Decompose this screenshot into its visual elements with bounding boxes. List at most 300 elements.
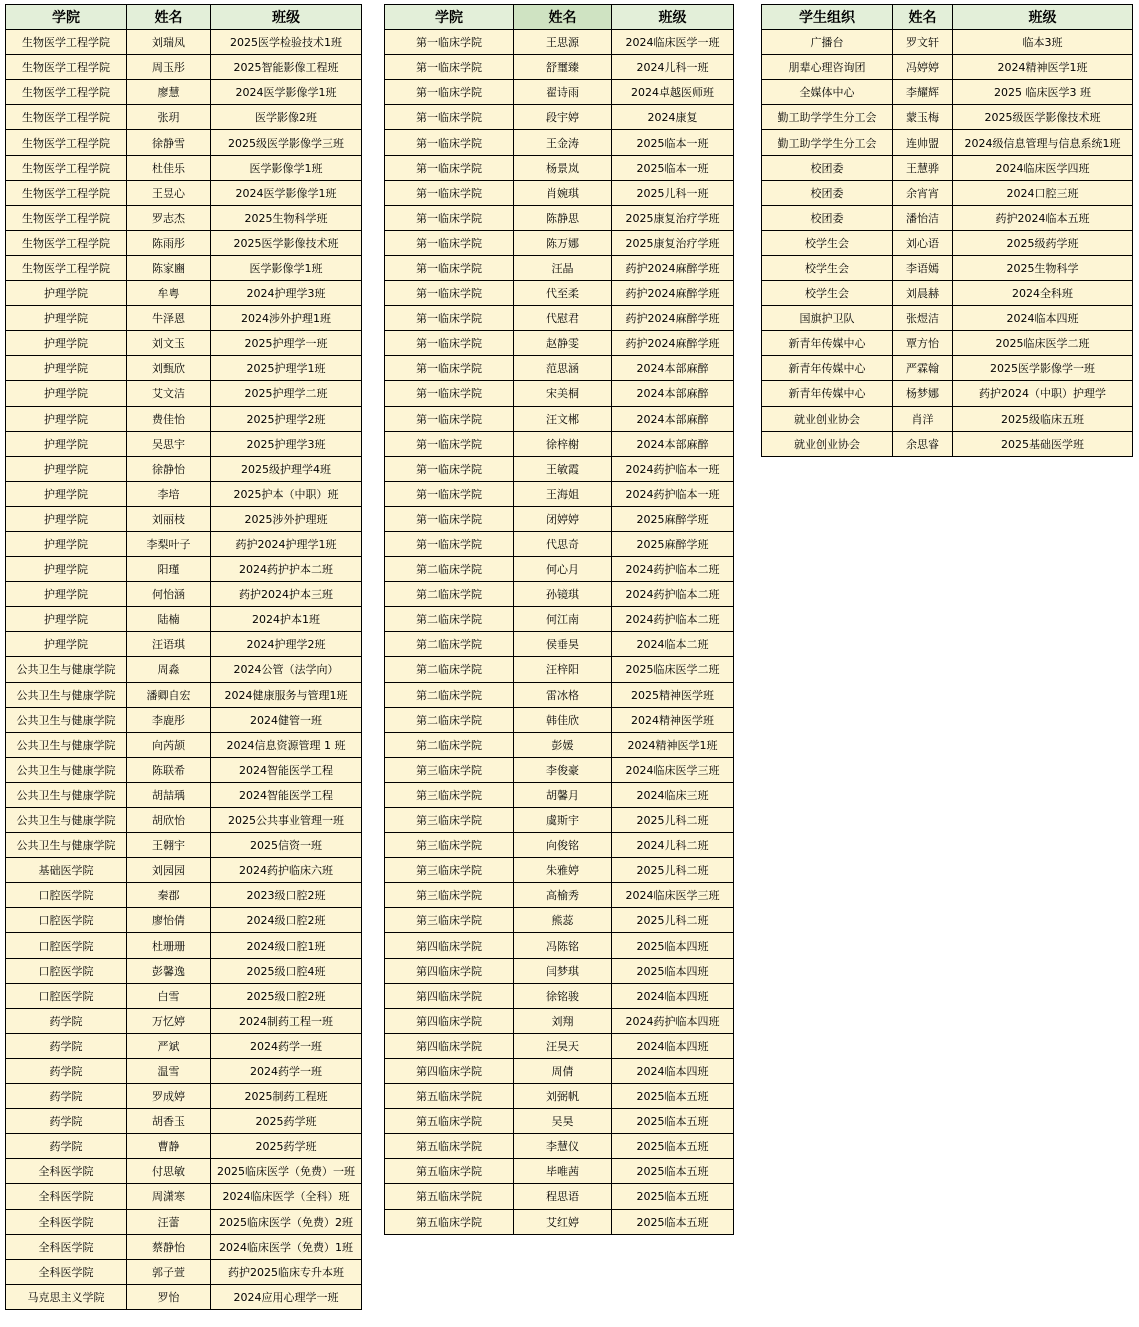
name-cell[interactable]: 王昱心 (127, 180, 211, 205)
college-cell[interactable]: 公共卫生与健康学院 (6, 782, 127, 807)
class-cell[interactable]: 2024药护临本四班 (612, 1008, 734, 1033)
class-cell[interactable]: 2024本部麻醉 (612, 381, 734, 406)
class-cell[interactable]: 2024临床医学三班 (612, 757, 734, 782)
college-cell[interactable]: 生物医学工程学院 (6, 180, 127, 205)
college-cell[interactable]: 第一临床学院 (385, 155, 514, 180)
college-cell[interactable]: 生物医学工程学院 (6, 105, 127, 130)
class-cell[interactable]: 药护2024麻醉学班 (612, 255, 734, 280)
class-cell[interactable]: 2024口腔三班 (953, 180, 1133, 205)
column-header[interactable]: 姓名 (127, 5, 211, 30)
name-cell[interactable]: 陈万娜 (514, 230, 612, 255)
college-cell[interactable]: 第四临床学院 (385, 983, 514, 1008)
class-cell[interactable]: 2024健康服务与管理1班 (211, 682, 362, 707)
name-cell[interactable]: 牟粤 (127, 281, 211, 306)
class-cell[interactable]: 2025临本五班 (612, 1134, 734, 1159)
college-cell[interactable]: 生物医学工程学院 (6, 80, 127, 105)
class-cell[interactable]: 药护2024临本五班 (953, 205, 1133, 230)
name-cell[interactable]: 杜珊珊 (127, 933, 211, 958)
class-cell[interactable]: 2024应用心理学一班 (211, 1284, 362, 1309)
name-cell[interactable]: 周潇寒 (127, 1184, 211, 1209)
name-cell[interactable]: 汪蕾 (127, 1209, 211, 1234)
name-cell[interactable]: 白雪 (127, 983, 211, 1008)
name-cell[interactable]: 向俊铭 (514, 833, 612, 858)
class-cell[interactable]: 2024临本二班 (612, 632, 734, 657)
name-cell[interactable]: 彭媛 (514, 732, 612, 757)
college-cell[interactable]: 校学生会 (762, 281, 893, 306)
class-cell[interactable]: 2025药学班 (211, 1134, 362, 1159)
class-cell[interactable]: 2024本部麻醉 (612, 431, 734, 456)
name-cell[interactable]: 孙镜琪 (514, 582, 612, 607)
college-cell[interactable]: 第二临床学院 (385, 607, 514, 632)
name-cell[interactable]: 闭婷婷 (514, 506, 612, 531)
name-cell[interactable]: 严斌 (127, 1033, 211, 1058)
class-cell[interactable]: 2025护理学1班 (211, 356, 362, 381)
name-cell[interactable]: 范思涵 (514, 356, 612, 381)
college-cell[interactable]: 公共卫生与健康学院 (6, 707, 127, 732)
college-cell[interactable]: 第一临床学院 (385, 180, 514, 205)
college-cell[interactable]: 第一临床学院 (385, 481, 514, 506)
college-cell[interactable]: 第一临床学院 (385, 431, 514, 456)
class-cell[interactable]: 2025临床医学二班 (612, 657, 734, 682)
class-cell[interactable]: 药护2024护本三班 (211, 582, 362, 607)
name-cell[interactable]: 朱雅婷 (514, 858, 612, 883)
college-cell[interactable]: 护理学院 (6, 607, 127, 632)
column-header[interactable]: 姓名 (514, 5, 612, 30)
college-cell[interactable]: 勤工助学学生分工会 (762, 105, 893, 130)
class-cell[interactable]: 2025临床医学二班 (953, 331, 1133, 356)
college-cell[interactable]: 护理学院 (6, 331, 127, 356)
college-cell[interactable]: 第一临床学院 (385, 255, 514, 280)
college-cell[interactable]: 公共卫生与健康学院 (6, 682, 127, 707)
class-cell[interactable]: 2025儿科二班 (612, 908, 734, 933)
name-cell[interactable]: 代至柔 (514, 281, 612, 306)
class-cell[interactable]: 2024临床医学一班 (612, 30, 734, 55)
college-cell[interactable]: 生物医学工程学院 (6, 55, 127, 80)
college-cell[interactable]: 护理学院 (6, 431, 127, 456)
college-cell[interactable]: 第一临床学院 (385, 30, 514, 55)
column-header[interactable]: 学院 (385, 5, 514, 30)
college-cell[interactable]: 第五临床学院 (385, 1134, 514, 1159)
college-cell[interactable]: 第一临床学院 (385, 80, 514, 105)
class-cell[interactable]: 2024健管一班 (211, 707, 362, 732)
college-cell[interactable]: 第一临床学院 (385, 381, 514, 406)
college-cell[interactable]: 勤工助学学生分工会 (762, 130, 893, 155)
name-cell[interactable]: 严霖翰 (893, 356, 953, 381)
name-cell[interactable]: 韩佳欣 (514, 707, 612, 732)
name-cell[interactable]: 罗文轩 (893, 30, 953, 55)
college-cell[interactable]: 第五临床学院 (385, 1084, 514, 1109)
name-cell[interactable]: 刘园园 (127, 858, 211, 883)
name-cell[interactable]: 陈雨彤 (127, 230, 211, 255)
class-cell[interactable]: 2024临床医学（全科）班 (211, 1184, 362, 1209)
class-cell[interactable]: 药护2025临床专升本班 (211, 1259, 362, 1284)
name-cell[interactable]: 付思敏 (127, 1159, 211, 1184)
college-cell[interactable]: 口腔医学院 (6, 958, 127, 983)
college-cell[interactable]: 新青年传媒中心 (762, 381, 893, 406)
name-cell[interactable]: 冯陈铭 (514, 933, 612, 958)
name-cell[interactable]: 王敏霞 (514, 456, 612, 481)
class-cell[interactable]: 2024药学一班 (211, 1033, 362, 1058)
class-cell[interactable]: 2025临本一班 (612, 130, 734, 155)
name-cell[interactable]: 肖洋 (893, 406, 953, 431)
college-cell[interactable]: 第三临床学院 (385, 908, 514, 933)
name-cell[interactable]: 陈家豳 (127, 255, 211, 280)
class-cell[interactable]: 2025制药工程班 (211, 1084, 362, 1109)
name-cell[interactable]: 陈联希 (127, 757, 211, 782)
class-cell[interactable]: 2024临床医学四班 (953, 155, 1133, 180)
class-cell[interactable]: 2025临本一班 (612, 155, 734, 180)
name-cell[interactable]: 罗成婷 (127, 1084, 211, 1109)
name-cell[interactable]: 李俊豪 (514, 757, 612, 782)
class-cell[interactable]: 2024公管（法学向） (211, 657, 362, 682)
class-cell[interactable]: 2024药护临本二班 (612, 557, 734, 582)
name-cell[interactable]: 罗怡 (127, 1284, 211, 1309)
name-cell[interactable]: 蔡静怡 (127, 1234, 211, 1259)
college-cell[interactable]: 第三临床学院 (385, 757, 514, 782)
class-cell[interactable]: 2024儿科二班 (612, 833, 734, 858)
name-cell[interactable]: 刘甄欣 (127, 356, 211, 381)
class-cell[interactable]: 2025级医学影像学三班 (211, 130, 362, 155)
college-cell[interactable]: 第二临床学院 (385, 732, 514, 757)
class-cell[interactable]: 2024临本四班 (612, 1033, 734, 1058)
college-cell[interactable]: 第一临床学院 (385, 331, 514, 356)
class-cell[interactable]: 2024儿科一班 (612, 55, 734, 80)
college-cell[interactable]: 第一临床学院 (385, 406, 514, 431)
college-cell[interactable]: 全科医学院 (6, 1184, 127, 1209)
class-cell[interactable]: 2025药学班 (211, 1109, 362, 1134)
name-cell[interactable]: 翟诗雨 (514, 80, 612, 105)
name-cell[interactable]: 李耀辉 (893, 80, 953, 105)
class-cell[interactable]: 2025临床医学（免费）一班 (211, 1159, 362, 1184)
class-cell[interactable]: 2024级信息管理与信息系统1班 (953, 130, 1133, 155)
college-cell[interactable]: 护理学院 (6, 356, 127, 381)
name-cell[interactable]: 陆楠 (127, 607, 211, 632)
class-cell[interactable]: 药护2024（中职）护理学 (953, 381, 1133, 406)
class-cell[interactable]: 2024精神医学班 (612, 707, 734, 732)
college-cell[interactable]: 马克思主义学院 (6, 1284, 127, 1309)
name-cell[interactable]: 刘丽枝 (127, 506, 211, 531)
college-cell[interactable]: 第四临床学院 (385, 933, 514, 958)
name-cell[interactable]: 余宵宵 (893, 180, 953, 205)
column-header[interactable]: 姓名 (893, 5, 953, 30)
class-cell[interactable]: 药护2024护理学1班 (211, 531, 362, 556)
name-cell[interactable]: 周淼 (127, 657, 211, 682)
name-cell[interactable]: 万忆婷 (127, 1008, 211, 1033)
name-cell[interactable]: 何心月 (514, 557, 612, 582)
college-cell[interactable]: 第五临床学院 (385, 1109, 514, 1134)
class-cell[interactable]: 2024药学一班 (211, 1058, 362, 1083)
college-cell[interactable]: 第四临床学院 (385, 1008, 514, 1033)
column-header[interactable]: 班级 (211, 5, 362, 30)
name-cell[interactable]: 王慧骅 (893, 155, 953, 180)
class-cell[interactable]: 2025临本五班 (612, 1084, 734, 1109)
college-cell[interactable]: 校团委 (762, 155, 893, 180)
college-cell[interactable]: 第一临床学院 (385, 456, 514, 481)
college-cell[interactable]: 公共卫生与健康学院 (6, 757, 127, 782)
college-cell[interactable]: 第三临床学院 (385, 833, 514, 858)
name-cell[interactable]: 李鹿彤 (127, 707, 211, 732)
name-cell[interactable]: 刘瑞凤 (127, 30, 211, 55)
name-cell[interactable]: 杨梦娜 (893, 381, 953, 406)
college-cell[interactable]: 第二临床学院 (385, 657, 514, 682)
college-cell[interactable]: 第二临床学院 (385, 707, 514, 732)
class-cell[interactable]: 2025护本（中职）班 (211, 481, 362, 506)
column-header[interactable]: 班级 (953, 5, 1133, 30)
college-cell[interactable]: 第三临床学院 (385, 782, 514, 807)
class-cell[interactable]: 2025护理学一班 (211, 331, 362, 356)
name-cell[interactable]: 费佳怡 (127, 406, 211, 431)
class-cell[interactable]: 2025临本四班 (612, 958, 734, 983)
class-cell[interactable]: 医学影像学1班 (211, 155, 362, 180)
college-cell[interactable]: 广播台 (762, 30, 893, 55)
class-cell[interactable]: 2025儿科二班 (612, 808, 734, 833)
college-cell[interactable]: 第四临床学院 (385, 1033, 514, 1058)
college-cell[interactable]: 第五临床学院 (385, 1184, 514, 1209)
college-cell[interactable]: 药学院 (6, 1058, 127, 1083)
college-cell[interactable]: 药学院 (6, 1033, 127, 1058)
name-cell[interactable]: 张玥 (127, 105, 211, 130)
college-cell[interactable]: 校学生会 (762, 230, 893, 255)
name-cell[interactable]: 吴昊 (514, 1109, 612, 1134)
name-cell[interactable]: 段宇婷 (514, 105, 612, 130)
name-cell[interactable]: 徐梓榭 (514, 431, 612, 456)
name-cell[interactable]: 徐静怡 (127, 456, 211, 481)
class-cell[interactable]: 2024临本四班 (953, 306, 1133, 331)
name-cell[interactable]: 汪昊天 (514, 1033, 612, 1058)
college-cell[interactable]: 第二临床学院 (385, 682, 514, 707)
name-cell[interactable]: 李梨叶子 (127, 531, 211, 556)
name-cell[interactable]: 连帅盟 (893, 130, 953, 155)
name-cell[interactable]: 熊蕊 (514, 908, 612, 933)
college-cell[interactable]: 公共卫生与健康学院 (6, 732, 127, 757)
college-cell[interactable]: 朋辈心理咨询团 (762, 55, 893, 80)
college-cell[interactable]: 第二临床学院 (385, 557, 514, 582)
class-cell[interactable]: 2024制药工程一班 (211, 1008, 362, 1033)
class-cell[interactable]: 药护2024麻醉学班 (612, 281, 734, 306)
name-cell[interactable]: 代慰君 (514, 306, 612, 331)
name-cell[interactable]: 王金涛 (514, 130, 612, 155)
name-cell[interactable]: 汪晶 (514, 255, 612, 280)
college-cell[interactable]: 生物医学工程学院 (6, 230, 127, 255)
name-cell[interactable]: 李培 (127, 481, 211, 506)
college-cell[interactable]: 全媒体中心 (762, 80, 893, 105)
college-cell[interactable]: 就业创业协会 (762, 406, 893, 431)
college-cell[interactable]: 护理学院 (6, 406, 127, 431)
college-cell[interactable]: 国旗护卫队 (762, 306, 893, 331)
college-cell[interactable]: 第一临床学院 (385, 531, 514, 556)
name-cell[interactable]: 王海姐 (514, 481, 612, 506)
name-cell[interactable]: 张煜洁 (893, 306, 953, 331)
college-cell[interactable]: 全科医学院 (6, 1234, 127, 1259)
class-cell[interactable]: 2024医学影像学1班 (211, 80, 362, 105)
college-cell[interactable]: 护理学院 (6, 481, 127, 506)
college-cell[interactable]: 第四临床学院 (385, 958, 514, 983)
class-cell[interactable]: 2025生物科学班 (211, 205, 362, 230)
name-cell[interactable]: 覃方怡 (893, 331, 953, 356)
college-cell[interactable]: 第一临床学院 (385, 130, 514, 155)
class-cell[interactable]: 2024信息资源管理 1 班 (211, 732, 362, 757)
college-cell[interactable]: 第一临床学院 (385, 105, 514, 130)
college-cell[interactable]: 口腔医学院 (6, 933, 127, 958)
college-cell[interactable]: 护理学院 (6, 632, 127, 657)
name-cell[interactable]: 彭馨逸 (127, 958, 211, 983)
college-cell[interactable]: 护理学院 (6, 281, 127, 306)
class-cell[interactable]: 2025临本四班 (612, 933, 734, 958)
college-cell[interactable]: 全科医学院 (6, 1159, 127, 1184)
class-cell[interactable]: 2025护理学3班 (211, 431, 362, 456)
class-cell[interactable]: 2024精神医学1班 (612, 732, 734, 757)
name-cell[interactable]: 李语嫣 (893, 255, 953, 280)
college-cell[interactable]: 护理学院 (6, 531, 127, 556)
name-cell[interactable]: 雷冰格 (514, 682, 612, 707)
class-cell[interactable]: 2025 临床医学3 班 (953, 80, 1133, 105)
college-cell[interactable]: 第三临床学院 (385, 858, 514, 883)
column-header[interactable]: 学生组织 (762, 5, 893, 30)
name-cell[interactable]: 向芮颉 (127, 732, 211, 757)
name-cell[interactable]: 汪梓阳 (514, 657, 612, 682)
college-cell[interactable]: 生物医学工程学院 (6, 130, 127, 155)
college-cell[interactable]: 校学生会 (762, 255, 893, 280)
class-cell[interactable]: 2025信资一班 (211, 833, 362, 858)
college-cell[interactable]: 新青年传媒中心 (762, 356, 893, 381)
college-cell[interactable]: 生物医学工程学院 (6, 155, 127, 180)
college-cell[interactable]: 口腔医学院 (6, 883, 127, 908)
class-cell[interactable]: 2024康复 (612, 105, 734, 130)
college-cell[interactable]: 第五临床学院 (385, 1159, 514, 1184)
class-cell[interactable]: 临本3班 (953, 30, 1133, 55)
college-cell[interactable]: 第三临床学院 (385, 883, 514, 908)
name-cell[interactable]: 代思奇 (514, 531, 612, 556)
class-cell[interactable]: 2024智能医学工程 (211, 757, 362, 782)
class-cell[interactable]: 2025康复治疗学班 (612, 230, 734, 255)
college-cell[interactable]: 护理学院 (6, 306, 127, 331)
class-cell[interactable]: 2025精神医学班 (612, 682, 734, 707)
name-cell[interactable]: 胡喆瑀 (127, 782, 211, 807)
class-cell[interactable]: 2024级口腔1班 (211, 933, 362, 958)
college-cell[interactable]: 生物医学工程学院 (6, 30, 127, 55)
class-cell[interactable]: 2024医学影像学1班 (211, 180, 362, 205)
college-cell[interactable]: 新青年传媒中心 (762, 331, 893, 356)
college-cell[interactable]: 全科医学院 (6, 1259, 127, 1284)
class-cell[interactable]: 2024涉外护理1班 (211, 306, 362, 331)
name-cell[interactable]: 牛泽恩 (127, 306, 211, 331)
name-cell[interactable]: 曹静 (127, 1134, 211, 1159)
class-cell[interactable]: 2025护理学2班 (211, 406, 362, 431)
class-cell[interactable]: 2024药护临本二班 (612, 607, 734, 632)
name-cell[interactable]: 冯婷婷 (893, 55, 953, 80)
class-cell[interactable]: 2024药护临本二班 (612, 582, 734, 607)
class-cell[interactable]: 2025级临床五班 (953, 406, 1133, 431)
name-cell[interactable]: 舒璽臻 (514, 55, 612, 80)
college-cell[interactable]: 第三临床学院 (385, 808, 514, 833)
college-cell[interactable]: 药学院 (6, 1084, 127, 1109)
class-cell[interactable]: 2025临床医学（免费）2班 (211, 1209, 362, 1234)
class-cell[interactable]: 2025儿科一班 (612, 180, 734, 205)
name-cell[interactable]: 刘晨赫 (893, 281, 953, 306)
name-cell[interactable]: 王思源 (514, 30, 612, 55)
class-cell[interactable]: 2024护理学3班 (211, 281, 362, 306)
college-cell[interactable]: 第一临床学院 (385, 205, 514, 230)
college-cell[interactable]: 基础医学院 (6, 858, 127, 883)
class-cell[interactable]: 2024临床医学三班 (612, 883, 734, 908)
class-cell[interactable]: 2025临本五班 (612, 1109, 734, 1134)
class-cell[interactable]: 2024药护临本一班 (612, 456, 734, 481)
name-cell[interactable]: 宋美桐 (514, 381, 612, 406)
college-cell[interactable]: 第一临床学院 (385, 281, 514, 306)
name-cell[interactable]: 廖怡倩 (127, 908, 211, 933)
name-cell[interactable]: 虞斯宇 (514, 808, 612, 833)
name-cell[interactable]: 侯垂昊 (514, 632, 612, 657)
name-cell[interactable]: 王翱宇 (127, 833, 211, 858)
name-cell[interactable]: 艾文洁 (127, 381, 211, 406)
college-cell[interactable]: 护理学院 (6, 582, 127, 607)
class-cell[interactable]: 2024智能医学工程 (211, 782, 362, 807)
name-cell[interactable]: 郭子萱 (127, 1259, 211, 1284)
college-cell[interactable]: 护理学院 (6, 557, 127, 582)
name-cell[interactable]: 何江南 (514, 607, 612, 632)
name-cell[interactable]: 高榆秀 (514, 883, 612, 908)
class-cell[interactable]: 2024本部麻醉 (612, 406, 734, 431)
name-cell[interactable]: 周倩 (514, 1058, 612, 1083)
college-cell[interactable]: 护理学院 (6, 381, 127, 406)
class-cell[interactable]: 2024药护临本一班 (612, 481, 734, 506)
class-cell[interactable]: 2025护理学二班 (211, 381, 362, 406)
class-cell[interactable]: 2024本部麻醉 (612, 356, 734, 381)
name-cell[interactable]: 艾红婷 (514, 1209, 612, 1234)
class-cell[interactable]: 2025临本五班 (612, 1159, 734, 1184)
college-cell[interactable]: 护理学院 (6, 456, 127, 481)
college-cell[interactable]: 第一临床学院 (385, 55, 514, 80)
college-cell[interactable]: 公共卫生与健康学院 (6, 657, 127, 682)
class-cell[interactable]: 2024护本1班 (211, 607, 362, 632)
class-cell[interactable]: 药护2024麻醉学班 (612, 306, 734, 331)
class-cell[interactable]: 医学影像学1班 (211, 255, 362, 280)
name-cell[interactable]: 罗志杰 (127, 205, 211, 230)
name-cell[interactable]: 秦郡 (127, 883, 211, 908)
class-cell[interactable]: 2024精神医学1班 (953, 55, 1133, 80)
class-cell[interactable]: 2025级医学影像技术班 (953, 105, 1133, 130)
name-cell[interactable]: 徐铭骏 (514, 983, 612, 1008)
name-cell[interactable]: 李慧仪 (514, 1134, 612, 1159)
class-cell[interactable]: 2023级口腔2班 (211, 883, 362, 908)
college-cell[interactable]: 生物医学工程学院 (6, 205, 127, 230)
name-cell[interactable]: 阳瑾 (127, 557, 211, 582)
college-cell[interactable]: 口腔医学院 (6, 908, 127, 933)
class-cell[interactable]: 2025医学影像学一班 (953, 356, 1133, 381)
name-cell[interactable]: 程思语 (514, 1184, 612, 1209)
college-cell[interactable]: 公共卫生与健康学院 (6, 833, 127, 858)
college-cell[interactable]: 第一临床学院 (385, 356, 514, 381)
college-cell[interactable]: 第一临床学院 (385, 306, 514, 331)
college-cell[interactable]: 第五临床学院 (385, 1209, 514, 1234)
class-cell[interactable]: 2024药护临床六班 (211, 858, 362, 883)
name-cell[interactable]: 刘心语 (893, 230, 953, 255)
name-cell[interactable]: 余思睿 (893, 431, 953, 456)
class-cell[interactable]: 2024临本四班 (612, 983, 734, 1008)
name-cell[interactable]: 潘卿自宏 (127, 682, 211, 707)
class-cell[interactable]: 2025临本五班 (612, 1209, 734, 1234)
name-cell[interactable]: 汪语琪 (127, 632, 211, 657)
name-cell[interactable]: 徐静雪 (127, 130, 211, 155)
name-cell[interactable]: 汪文郴 (514, 406, 612, 431)
class-cell[interactable]: 2025医学检验技术1班 (211, 30, 362, 55)
college-cell[interactable]: 就业创业协会 (762, 431, 893, 456)
college-cell[interactable]: 校团委 (762, 180, 893, 205)
name-cell[interactable]: 毕唯茜 (514, 1159, 612, 1184)
name-cell[interactable]: 刘文玉 (127, 331, 211, 356)
name-cell[interactable]: 胡馨月 (514, 782, 612, 807)
class-cell[interactable]: 2025级口腔2班 (211, 983, 362, 1008)
